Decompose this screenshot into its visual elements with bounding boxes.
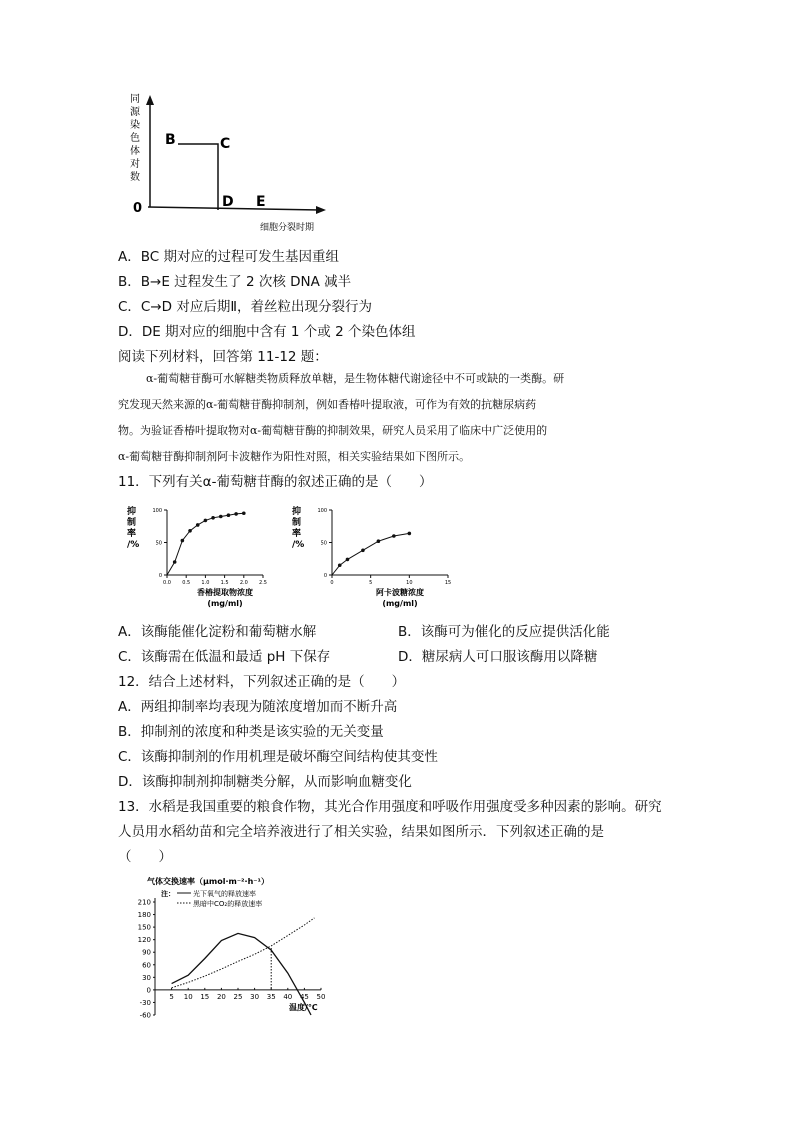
q10-option-a: A．BC 期对应的过程可发生基因重组 [118,249,339,265]
x-tick-label: 0.5 [182,580,191,586]
fig1-ylabel-char: 同 [130,94,140,105]
chart-extract-plot [127,505,267,608]
q10-option-b: B．B→E 过程发生了 2 次核 DNA 减半 [118,274,352,290]
reading-intro: 阅读下列材料，回答第 11-12 题： [118,349,328,365]
data-point [188,529,192,533]
data-point [242,511,246,515]
data-point [361,549,365,553]
fig1-ylabel-char: 对 [130,159,140,170]
chart-extract-inhibition [125,500,275,610]
y-tick-label: 0 [146,986,151,995]
x-tick-label: 10 [406,580,413,586]
x-tick-label: 30 [250,992,260,1001]
fit-curve [167,513,244,575]
x-tick-label: 20 [216,992,226,1001]
fig1-ylabel-char: 源 [130,107,140,118]
data-point [196,523,200,527]
q12-option-b: B．抑制剂的浓度和种类是该实验的无关变量 [118,724,384,740]
y-axis-label-char: 率 [292,529,302,539]
data-point [181,539,185,543]
fig1-ylabel-char: 色 [130,133,140,144]
material-line: 物。为验证香椿叶提取物对α-葡萄糖苷酶的抑制效果，研究人员采用了临床中广泛使用的 [118,424,548,437]
y-axis-label-char: 抑 [127,507,137,517]
q11-option-c: C．该酶需在低温和最适 pH 下保存 [118,649,331,665]
data-point [408,532,412,536]
reading-material [118,366,683,470]
y-axis-label-char: /% [127,540,140,550]
y-tick-label: 150 [137,923,151,932]
data-point [392,534,396,538]
homologous-pairs-figure [130,92,340,242]
data-point [219,515,223,519]
x-tick-label: 0.0 [163,580,171,586]
q10-option-c: C．C→D 对应后期Ⅱ，着丝粒出现分裂行为 [118,299,372,315]
y-axis-label-char: 抑 [292,507,302,517]
q13-stem-line1: 13．水稻是我国重要的粮食作物，其光合作用强度和呼吸作用强度受多种因素的影响。研究 [118,799,662,815]
x-axis-unit: (mg/ml) [382,599,418,608]
chart-acarbose-plot [292,505,451,608]
fig1-ylabel-char: 数 [130,172,140,183]
legend-dotted-label: 黑暗中CO₂的释放速率 [193,900,263,908]
y-tick-label: 180 [137,911,151,920]
fig1-ylabel-char: 染 [130,120,140,131]
series-co2-release-line [172,918,315,988]
data-point [173,560,177,564]
data-point [227,513,231,517]
material-line: 究发现天然来源的α-葡萄糖苷酶抑制剂，例如香椿叶提取液，可作为有效的抗糖尿病药 [118,398,537,411]
fig1-ylabel-char: 体 [130,146,140,157]
x-tick-label: 25 [233,992,243,1001]
q10-option-d: D．DE 期对应的细胞中含有 1 个或 2 个染色体组 [118,324,416,340]
plot-frame [332,510,448,575]
q11-option-a: A．该酶能催化淀粉和葡萄糖水解 [118,624,317,640]
point-e: E [256,194,266,210]
legend-note: 注： [161,890,175,898]
x-tick-label: 1.0 [201,580,210,586]
y-tick-label: 50 [320,540,327,547]
x-tick-label: 15 [200,992,210,1001]
x-tick-label: 15 [444,580,452,586]
fig1-ylabel [130,93,141,183]
data-point [204,519,208,523]
q11-option-b: B．该酶可为催化的反应提供活化能 [398,624,610,640]
legend-solid-label: 光下氧气的释放速率 [193,890,256,898]
x-tick-label: 50 [316,992,326,1001]
y-tick-label: -60 [139,1011,151,1020]
q12-option-a: A．两组抑制率均表现为随浓度增加而不断升高 [118,699,398,715]
q11-option-d: D．糖尿病人可口服该酶用以降糖 [398,649,598,665]
y-tick-label: 90 [142,948,151,957]
data-point [346,558,350,562]
x-tick-label: 2.5 [259,580,267,586]
x-tick-label: 45 [299,992,309,1001]
point-c: C [220,136,231,152]
q12-option-d: D．该酶抑制剂抑制糖类分解，从而影响血糖变化 [118,774,412,790]
x-tick-label: 1.5 [220,580,229,586]
y-tick-label: 100 [317,508,327,514]
x-tick-label: 5 [169,992,174,1001]
x-axis-label: 阿卡波糖浓度 [376,588,424,597]
data-point [338,563,342,567]
point-d: D [222,194,234,210]
x-tick-label: 2.0 [239,580,248,586]
chart-acarbose-inhibition [290,500,460,610]
x-tick-label: 5 [369,580,373,586]
fig1-origin: 0 [133,201,143,216]
x-axis-unit: (mg/ml) [207,599,243,608]
x-axis-label: 温度/℃ [289,1002,318,1012]
y-tick-label: 210 [137,898,151,907]
x-tick-label: 0 [330,580,334,586]
y-tick-label: 100 [152,508,162,514]
point-b: B [165,132,176,148]
fit-curve [332,533,409,575]
data-point [234,512,238,516]
material-line: α-葡萄糖苷酶可水解糖类物质释放单糖，是生物体糖代谢途径中不可或缺的一类酶。研 [146,372,565,385]
data-point [211,516,215,520]
y-axis-label-char: 率 [127,529,137,539]
x-tick-label: 40 [283,992,293,1001]
x-axis-label: 香椿提取物浓度 [197,588,253,597]
y-axis-label-char: 制 [292,518,302,528]
chart-gas-exchange [125,870,345,1030]
y-tick-label: 50 [155,540,162,547]
x-tick-label: 10 [183,992,193,1001]
x-tick-label: 35 [266,992,276,1001]
y-tick-label: -30 [139,998,151,1007]
chart-gas-exchange-plot [138,876,326,1020]
material-line: α-葡萄糖苷酶抑制剂阿卡波糖作为阳性对照，相关实验结果如下图所示。 [118,450,471,463]
y-tick-label: 30 [142,973,151,982]
y-tick-label: 120 [137,936,151,945]
q13-stem-line2: 人员用水稻幼苗和完全培养液进行了相关实验，结果如图所示．下列叙述正确的是 [118,824,604,840]
y-tick-label: 0 [323,573,327,579]
chart-title: 气体交换速率（μmol·m⁻²·h⁻¹） [147,877,270,886]
y-tick-label: 60 [142,961,151,970]
q13-stem-line3: （ ） [118,849,172,865]
q12-option-c: C．该酶抑制剂的作用机理是破坏酶空间结构使其变性 [118,749,438,765]
q12-stem: 12．结合上述材料，下列叙述正确的是（ ） [118,674,406,690]
fig1-xlabel: 细胞分裂时期 [260,223,315,233]
data-point [377,539,381,543]
y-axis-label-char: 制 [127,518,137,528]
y-axis-label-char: /% [292,540,305,550]
q11-stem: 11．下列有关α-葡萄糖苷酶的叙述正确的是（ ） [118,474,433,490]
y-tick-label: 0 [158,573,162,579]
